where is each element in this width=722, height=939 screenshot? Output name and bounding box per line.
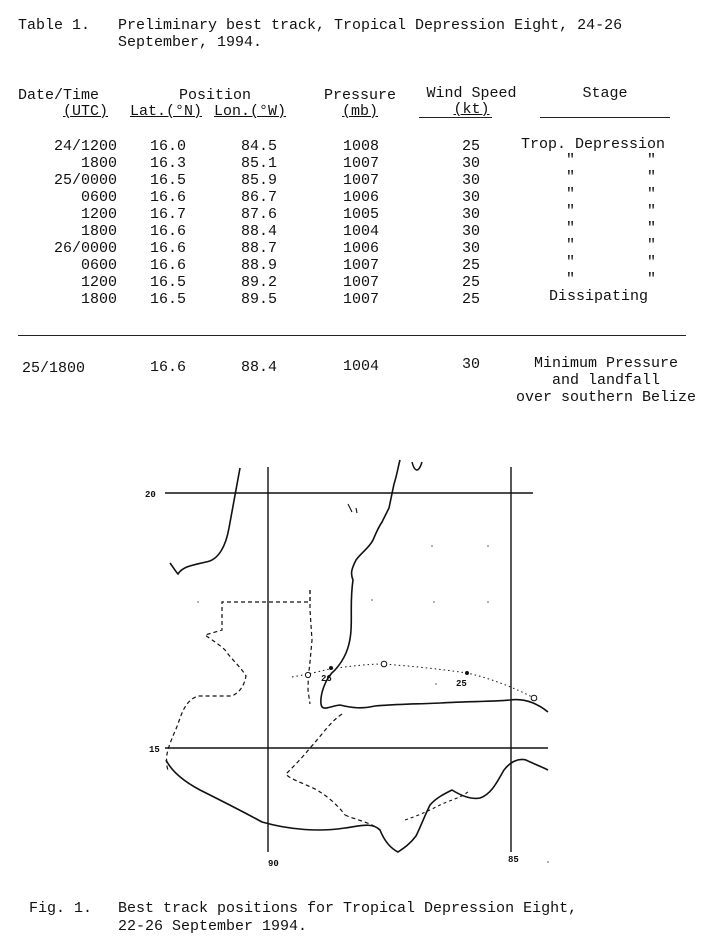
lon-label-85: 85 (508, 855, 519, 865)
cell-stage: Dissipating (549, 288, 649, 305)
speckle-dot (197, 601, 199, 603)
header-pressure: Pressure (323, 87, 396, 104)
cell-pressure: 1005 (343, 206, 380, 223)
speckle-dot (433, 601, 435, 603)
track-marker-open (531, 695, 537, 701)
summary-pressure: 1004 (343, 358, 380, 375)
speckle-dot (431, 545, 433, 547)
cell-pressure: 1007 (343, 291, 380, 308)
mexico-guatemala-border (167, 590, 311, 770)
lat-label-15: 15 (149, 745, 160, 755)
cell-time: 24/1200 (53, 138, 117, 155)
cell-wind: 25 (462, 257, 481, 274)
track-marker-day26 (329, 666, 333, 670)
header-datetime: Date/Time (18, 87, 100, 104)
cell-lat: 16.6 (150, 189, 187, 206)
cell-wind: 30 (462, 240, 481, 257)
cell-time: 1200 (80, 206, 117, 223)
cell-lon: 88.7 (241, 240, 278, 257)
cell-stage: " " (566, 186, 657, 203)
cell-stage: " " (566, 203, 657, 220)
header-kt: (kt) (453, 101, 490, 118)
summary-note-line1: Minimum Pressure (533, 355, 679, 372)
summary-wind: 30 (462, 356, 481, 373)
cell-time: 25/0000 (53, 172, 117, 189)
cell-stage: " " (566, 169, 657, 186)
cell-pressure: 1007 (343, 257, 380, 274)
coast-hook (412, 462, 422, 470)
speckle-dot (487, 545, 489, 547)
coastline-main (321, 460, 548, 712)
cell-lat: 16.0 (150, 138, 187, 155)
cell-time: 1800 (80, 223, 117, 240)
summary-lat: 16.6 (150, 359, 187, 376)
cell-lon: 88.9 (241, 257, 278, 274)
cell-wind: 30 (462, 155, 481, 172)
figure-caption-line1: Best track positions for Tropical Depression Eight, (118, 900, 578, 917)
header-wind: Wind Speed (426, 85, 517, 102)
cell-pressure: 1007 (343, 274, 380, 291)
cell-stage: " " (566, 237, 657, 254)
cell-lat: 16.6 (150, 257, 187, 274)
summary-note-line3: over southern Belize (515, 389, 697, 406)
day-label-26: 26 (321, 674, 332, 684)
cell-stage: " " (566, 152, 657, 169)
header-mb: (mb) (341, 103, 378, 120)
cell-time: 0600 (80, 189, 117, 206)
cell-lat: 16.6 (150, 223, 187, 240)
cell-stage: " " (566, 271, 657, 288)
cell-stage: " " (566, 220, 657, 237)
cell-lon: 85.9 (241, 172, 278, 189)
coast-islets (348, 504, 357, 513)
cell-time: 1200 (80, 274, 117, 291)
summary-note-line2: and landfall (551, 372, 661, 389)
header-position: Position (178, 87, 251, 104)
cell-wind: 30 (462, 172, 481, 189)
table-title-line2: September, 1994. (118, 34, 263, 51)
cell-lon: 84.5 (241, 138, 278, 155)
track-marker-day25 (465, 671, 469, 675)
track-marker-open (381, 661, 387, 667)
cell-lon: 87.6 (241, 206, 278, 223)
speckle-dot (371, 599, 373, 601)
cell-pressure: 1006 (343, 240, 380, 257)
guatemala-honduras-border (286, 714, 345, 815)
cell-pressure: 1007 (343, 155, 380, 172)
cell-lat: 16.7 (150, 206, 187, 223)
header-utc: (UTC) (62, 103, 108, 120)
cell-lat: 16.3 (150, 155, 187, 172)
speckle-dot (547, 861, 549, 863)
table-title-line1: Preliminary best track, Tropical Depression Eight, 24-26 (118, 17, 623, 34)
belize-border (308, 590, 312, 704)
cell-time: 1800 (80, 291, 117, 308)
lat-label-20: 20 (145, 490, 156, 500)
cell-lon: 86.7 (241, 189, 278, 206)
cell-lon: 89.2 (241, 274, 278, 291)
cell-pressure: 1008 (343, 138, 380, 155)
figure-caption-line2: 22-26 September 1994. (118, 918, 308, 935)
cell-lat: 16.5 (150, 291, 187, 308)
track-marker-open (305, 672, 310, 677)
header-lon: Lon.(°W) (214, 103, 287, 120)
summary-lon: 88.4 (241, 359, 278, 376)
cell-wind: 30 (462, 189, 481, 206)
yucatan-coastline (170, 468, 240, 574)
speckle-dot (487, 601, 489, 603)
table-number: Table 1. (18, 17, 91, 34)
cell-wind: 25 (462, 274, 481, 291)
cell-pressure: 1007 (343, 172, 380, 189)
cell-lat: 16.6 (150, 240, 187, 257)
cell-time: 26/0000 (53, 240, 117, 257)
cell-lat: 16.5 (150, 172, 187, 189)
cell-lon: 89.5 (241, 291, 278, 308)
cell-wind: 25 (462, 291, 481, 308)
figure-number: Fig. 1. (29, 900, 93, 917)
cell-time: 1800 (80, 155, 117, 172)
lon-label-90: 90 (268, 859, 279, 869)
cell-wind: 25 (462, 138, 481, 155)
cell-stage: " " (566, 254, 657, 271)
cell-pressure: 1004 (343, 223, 380, 240)
cell-wind: 30 (462, 206, 481, 223)
speckle-dot (435, 683, 437, 685)
cell-time: 0600 (80, 257, 117, 274)
cell-wind: 30 (462, 223, 481, 240)
day-label-25: 25 (456, 679, 467, 689)
header-lat: Lat.(°N) (130, 103, 203, 120)
cell-lon: 88.4 (241, 223, 278, 240)
cell-pressure: 1006 (343, 189, 380, 206)
summary-time: 25/1800 (22, 360, 86, 377)
cell-stage: Trop. Depression (521, 136, 666, 153)
cell-lon: 85.1 (241, 155, 278, 172)
pacific-coastline (166, 759, 548, 852)
cell-lat: 16.5 (150, 274, 187, 291)
header-stage: Stage (582, 85, 628, 102)
